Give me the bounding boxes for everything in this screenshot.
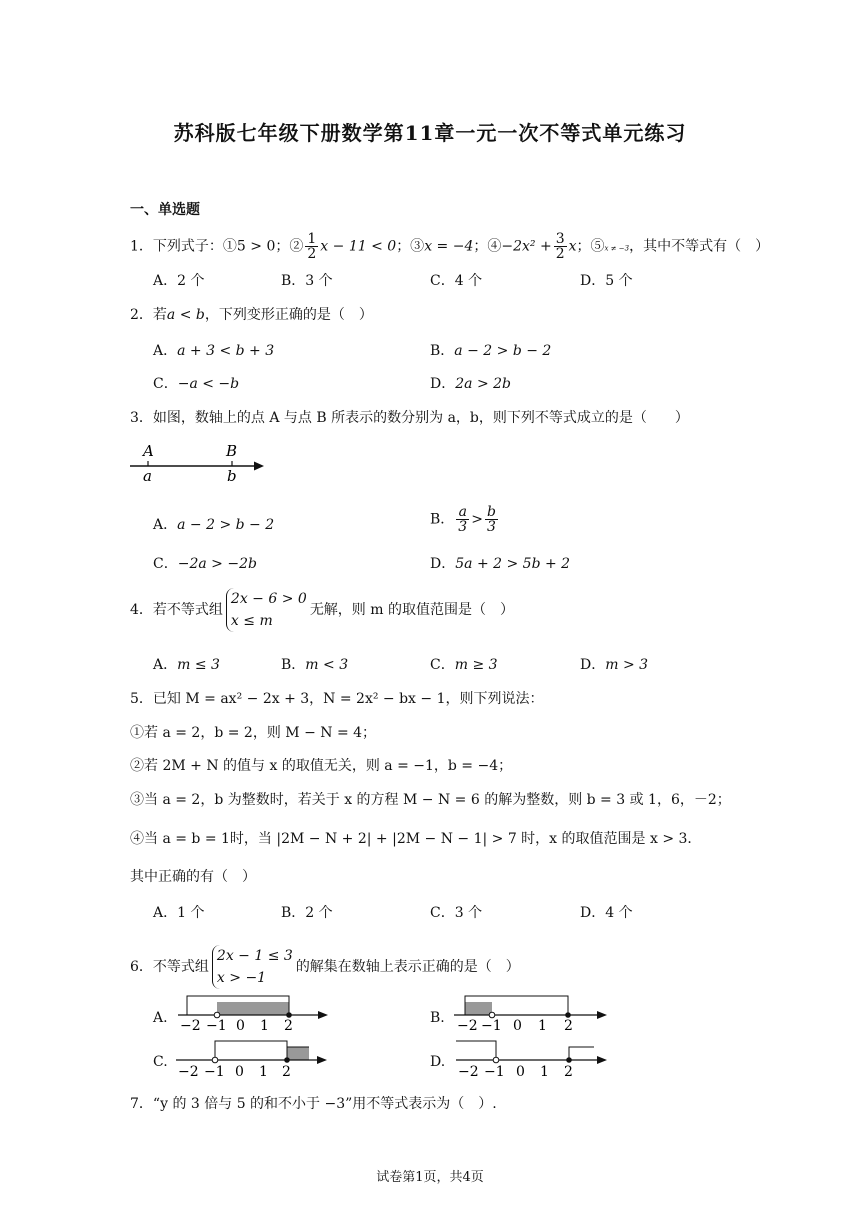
q6-d-open-dot [493, 1057, 499, 1063]
q2-option-c-label: C． [153, 376, 178, 392]
q2-tail: ，下列变形正确的是（ ） [204, 307, 373, 323]
q3-label-b: b [227, 467, 237, 485]
q4-option-d[interactable] [580, 654, 648, 674]
q3-option-a[interactable] [153, 514, 274, 534]
page-title: 苏科版七年级下册数学第11章一元一次不等式单元练习 [173, 121, 687, 145]
q4-number: 4． [130, 602, 153, 618]
q3-label-a: a [143, 467, 152, 485]
q3-b-den2: 3 [486, 519, 496, 535]
q3-option-b-frac1 [456, 505, 469, 534]
page-footer: 试卷第1页，共4页 [376, 1170, 484, 1185]
q5-option-c[interactable]: C．3 个 [430, 905, 483, 921]
q6-b-tick-1: −2 [457, 1018, 478, 1032]
q2-option-c[interactable] [153, 373, 239, 393]
q6-d-tick-3: 0 [516, 1064, 525, 1080]
q7-text: “y 的 3 倍与 5 的和不小于 −3”用不等式表示为（ ）. [152, 1096, 497, 1112]
q6-b-arrow-icon [597, 1011, 607, 1019]
q6-c-shade [287, 1047, 309, 1060]
q6-c-arrow-icon [317, 1056, 327, 1064]
q1-lead: 下列式子：① [152, 238, 237, 255]
q5-statement-3: ③当 a = 2，b 为整数时，若关于 x 的方程 M − N = 6 的解为整数，则 b = 3 或 1，6，－2； [130, 792, 731, 808]
q3-b-num2: b [486, 504, 496, 520]
q4-option-c-label: C． [430, 657, 455, 673]
q4-option-b-label: B． [281, 657, 306, 673]
q3-option-b[interactable] [430, 505, 500, 534]
q6-option-d-figure[interactable] [452, 1034, 610, 1080]
q5-option-d[interactable]: D．4 个 [580, 905, 633, 921]
q5-option-a[interactable]: A．1 个 [153, 905, 205, 921]
q6-b-tick-4: 1 [538, 1018, 547, 1032]
q6-a-arrow-icon [318, 1011, 328, 1019]
q2-option-d-expr: 2a > 2b [455, 376, 511, 392]
q3-option-a-expr: a − 2 > b − 2 [177, 517, 275, 533]
q2-option-b-label: B． [430, 343, 455, 359]
q6-system [212, 945, 293, 989]
q6-c-tick-3: 0 [235, 1064, 244, 1080]
q3-option-c[interactable] [153, 553, 257, 573]
q2-option-a-label: A． [153, 343, 178, 359]
q4-option-a-label: A． [153, 657, 178, 673]
q3-option-a-label: A． [153, 517, 178, 533]
q6-d-tick-2: −1 [484, 1064, 505, 1080]
question-2 [130, 304, 373, 324]
q6-c-closed-dot [284, 1057, 290, 1063]
q6-option-b-label[interactable]: B. [430, 1010, 445, 1026]
q1-frac2-den: 2 [555, 246, 565, 262]
q6-d-bracket-left [456, 1041, 496, 1060]
q6-b-shade [465, 1002, 492, 1015]
q6-d-tick-4: 1 [540, 1064, 549, 1080]
q6-a-tick-3: 0 [236, 1018, 245, 1032]
q5-option-b[interactable]: B．2 个 [281, 905, 333, 921]
q4-option-d-label: D． [580, 657, 606, 673]
q1-sep-5: ；⑤ [576, 238, 605, 255]
q6-b-tick-5: 2 [564, 1018, 573, 1032]
q6-option-d-label[interactable]: D. [430, 1054, 446, 1070]
q1-expr-1: 5 > 0 [236, 238, 276, 255]
q3-text: 如图，数轴上的点 A 与点 B 所表示的数分别为 a，b，则下列不等式成立的是（ ） [152, 410, 689, 426]
q1-option-b[interactable]: B．3 个 [281, 273, 333, 289]
q4-option-c-expr: m ≥ 3 [454, 657, 498, 673]
q6-a-open-dot [214, 1012, 220, 1018]
q6-a-closed-dot [286, 1012, 292, 1018]
q4-option-b[interactable] [281, 654, 348, 674]
q3-option-d-expr: 5a + 2 > 5b + 2 [455, 556, 571, 572]
q1-expr-3: x = −4 [424, 238, 474, 255]
question-6 [130, 945, 520, 989]
q4-option-a[interactable] [153, 654, 220, 674]
q3-axis-arrow-icon [254, 462, 264, 471]
q1-expr-5: x ≠ −3 [604, 244, 630, 253]
q1-sep-4: ；④ [473, 238, 502, 255]
q6-option-a-figure[interactable] [176, 990, 331, 1032]
q3-option-b-label: B． [430, 511, 455, 528]
q6-d-arrow-icon [597, 1056, 607, 1064]
question-3 [130, 407, 689, 427]
q6-system-line-2: x > −1 [216, 970, 267, 986]
q2-option-b[interactable] [430, 340, 551, 360]
q6-b-open-dot [489, 1012, 495, 1018]
q1-frac2-num: 3 [555, 231, 565, 247]
q2-option-d-label: D． [430, 376, 456, 392]
q6-d-bracket-right [569, 1047, 594, 1060]
q5-statement-4: ④当 a = b = 1时，当 |2M − N + 2| + |2M − N − 1| > 7 时，x 的取值范围是 x > 3． [130, 831, 702, 847]
q1-frac-den: 2 [307, 246, 317, 262]
question-7 [130, 1093, 497, 1113]
q6-b-closed-dot [565, 1012, 571, 1018]
q5-statement-1: ①若 a = 2，b = 2，则 M − N = 4； [130, 725, 377, 741]
q3-option-d-label: D． [430, 556, 456, 572]
q6-option-c-figure[interactable] [172, 1034, 330, 1080]
q1-expr-4b: x [568, 238, 577, 255]
q4-option-c[interactable] [430, 654, 498, 674]
q6-d-closed-dot [566, 1057, 572, 1063]
question-1 [130, 232, 769, 261]
q6-a-tick-2: −1 [206, 1018, 227, 1032]
q6-option-c-label[interactable]: C. [153, 1054, 168, 1070]
q6-c-bracket-1 [215, 1041, 287, 1060]
question-4 [130, 588, 514, 632]
q6-option-a-label[interactable]: A. [153, 1010, 168, 1026]
q4-option-b-expr: m < 3 [305, 657, 349, 673]
q6-d-tick-5: 2 [564, 1064, 573, 1080]
q3-label-B: B [226, 442, 238, 460]
q4-option-d-expr: m > 3 [605, 657, 649, 673]
section-heading: 一、单选题 [130, 202, 200, 218]
q1-option-d[interactable]: D．5 个 [580, 273, 633, 289]
q6-c-tick-5: 2 [282, 1064, 291, 1080]
q3-b-op: > [471, 511, 483, 528]
q5-number: 5． [130, 691, 153, 707]
q3-label-A: A [143, 442, 154, 460]
q3-number: 3． [130, 410, 153, 426]
q2-number: 2． [130, 307, 153, 323]
q6-number: 6． [130, 959, 153, 975]
q1-fraction-2 [554, 232, 567, 261]
q1-tail: ，其中不等式有（ ） [629, 238, 770, 255]
q2-option-b-expr: a − 2 > b − 2 [454, 343, 552, 359]
q2-lead: 若 [152, 307, 167, 323]
q1-expr-2: x − 11 < 0 [320, 238, 397, 255]
q6-option-b-figure[interactable] [452, 990, 610, 1032]
q5-line-0: 已知 M = ax² − 2x + 3，N = 2x² − bx − 1，则下列说法： [152, 691, 544, 707]
q2-condition: a < b [166, 307, 205, 323]
q5-question: 其中正确的有（ ） [130, 869, 256, 885]
q1-fraction-1 [305, 232, 318, 261]
q5-statement-2: ②若 2M + N 的值与 x 的取值无关，则 a = −1，b = −4； [130, 758, 513, 774]
q3-option-b-frac2 [485, 505, 498, 534]
q6-a-shade [217, 1002, 289, 1015]
q2-option-a-expr: a + 3 < b + 3 [177, 343, 275, 359]
q1-option-c[interactable]: C．4 个 [430, 273, 483, 289]
q1-sep-3: ；③ [396, 238, 425, 255]
q6-tail: 的解集在数轴上表示正确的是（ ） [295, 959, 520, 975]
q1-sep-2: ；② [275, 238, 304, 255]
q6-c-tick-1: −2 [178, 1064, 199, 1080]
q3-b-num1: a [456, 505, 469, 520]
q6-b-tick-2: −1 [481, 1018, 502, 1032]
q3-option-c-label: C． [153, 556, 178, 572]
q6-c-tick-2: −1 [204, 1064, 225, 1080]
q2-option-a[interactable] [153, 340, 274, 360]
q6-d-tick-1: −2 [458, 1064, 479, 1080]
q6-a-tick-5: 2 [284, 1018, 293, 1032]
q3-number-line-figure [126, 438, 271, 486]
q4-lead: 若不等式组 [152, 602, 223, 618]
q7-number: 7． [130, 1096, 153, 1112]
q6-b-tick-3: 0 [513, 1018, 522, 1032]
q2-option-c-expr: −a < −b [177, 376, 240, 392]
q4-system [226, 588, 307, 632]
q6-a-tick-4: 1 [260, 1018, 269, 1032]
q4-system-line-1: 2x − 6 > 0 [230, 591, 307, 607]
q1-option-a[interactable]: A．2 个 [153, 273, 205, 289]
q2-option-d[interactable] [430, 373, 511, 393]
q4-tail: 无解，则 m 的取值范围是（ ） [309, 602, 514, 618]
question-5 [130, 688, 544, 708]
q4-option-a-expr: m ≤ 3 [177, 657, 220, 673]
q1-number: 1． [130, 238, 153, 255]
q1-expr-4a: −2x² + [501, 238, 552, 255]
q3-b-den1: 3 [458, 519, 468, 535]
q6-a-tick-1: −2 [180, 1018, 201, 1032]
q6-c-tick-4: 1 [259, 1064, 268, 1080]
q4-system-line-2: x ≤ m [230, 613, 273, 629]
q6-system-line-1: 2x − 1 ≤ 3 [216, 948, 293, 964]
q6-c-open-dot [212, 1057, 218, 1063]
q3-option-d[interactable] [430, 553, 570, 573]
q1-frac-num: 1 [307, 231, 317, 247]
q6-lead: 不等式组 [152, 959, 209, 975]
q3-option-c-expr: −2a > −2b [177, 556, 257, 572]
